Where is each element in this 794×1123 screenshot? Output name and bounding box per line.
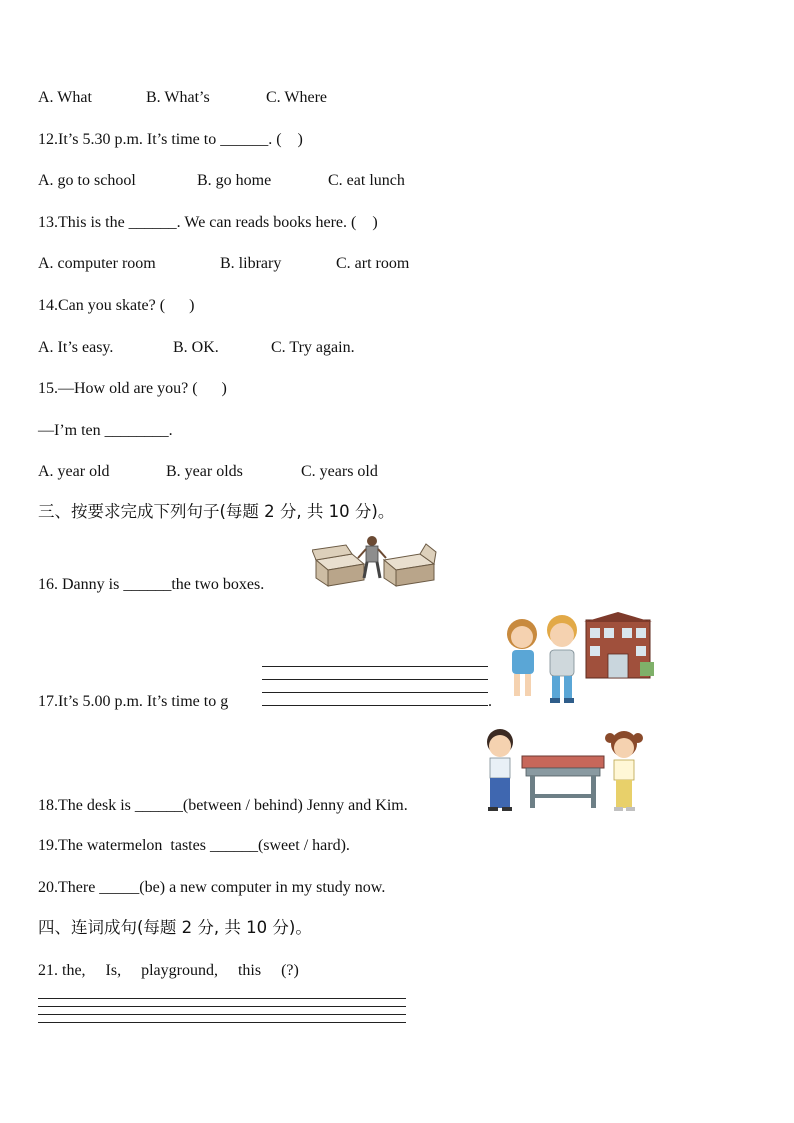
- q13-option-c: C. art room: [336, 255, 410, 272]
- q12-option-c: C. eat lunch: [328, 172, 405, 189]
- q18-sentence: 18.The desk is ______(between / behind) Jenny and Kim.: [38, 797, 408, 814]
- q13-stem: 13.This is the ______. We can reads books here. ( ): [38, 214, 378, 231]
- q14-stem: 14.Can you skate? ( ): [38, 297, 195, 314]
- q21-answer-line-1[interactable]: [38, 998, 406, 999]
- q17-answer-line-4[interactable]: [262, 705, 488, 706]
- desk-kids-picture: [478, 726, 650, 814]
- q11-option-a: A. What: [38, 89, 92, 106]
- q11-option-c: C. Where: [266, 89, 328, 106]
- q12-option-a: A. go to school: [38, 172, 136, 189]
- q15-option-b: B. year olds: [166, 463, 243, 480]
- q17-answer-line-2[interactable]: [262, 679, 488, 680]
- q15-stem: 15.—How old are you? ( ): [38, 380, 227, 397]
- q17-sentence: 17.It’s 5.00 p.m. It’s time to g: [38, 693, 229, 710]
- boxes-picture: [312, 532, 438, 590]
- q21-answer-line-3[interactable]: [38, 1014, 406, 1015]
- q14-option-b: B. OK.: [173, 339, 219, 356]
- section4-heading: 四、连词成句(每题 2 分, 共 10 分)。: [38, 918, 312, 937]
- q15-option-c: C. years old: [301, 463, 378, 480]
- q21-answer-line-2[interactable]: [38, 1006, 406, 1007]
- q17-answer-line-1[interactable]: [262, 666, 488, 667]
- q13-option-a: A. computer room: [38, 255, 156, 272]
- q15-reply: —I’m ten ________.: [38, 422, 173, 439]
- q17-answer-line-3[interactable]: [262, 692, 488, 693]
- q16-sentence: 16. Danny is ______the two boxes.: [38, 576, 265, 593]
- section3-heading: 三、按要求完成下列句子(每题 2 分, 共 10 分)。: [38, 502, 395, 521]
- q14-option-a: A. It’s easy.: [38, 339, 114, 356]
- q14-option-c: C. Try again.: [271, 339, 355, 356]
- q15-option-a: A. year old: [38, 463, 110, 480]
- q21-words: 21. the, Is, playground, this (?): [38, 962, 299, 979]
- q12-stem: 12.It’s 5.30 p.m. It’s time to ______. ( ): [38, 131, 303, 148]
- q11-option-b: B. What’s: [146, 89, 210, 106]
- kids-school-picture: [500, 610, 656, 708]
- q19-sentence: 19.The watermelon tastes ______(sweet / hard).: [38, 837, 350, 854]
- q13-option-b: B. library: [220, 255, 282, 272]
- q17-period: .: [488, 693, 492, 710]
- q20-sentence: 20.There _____(be) a new computer in my study now.: [38, 879, 386, 896]
- q12-option-b: B. go home: [197, 172, 272, 189]
- q21-answer-line-4[interactable]: [38, 1022, 406, 1023]
